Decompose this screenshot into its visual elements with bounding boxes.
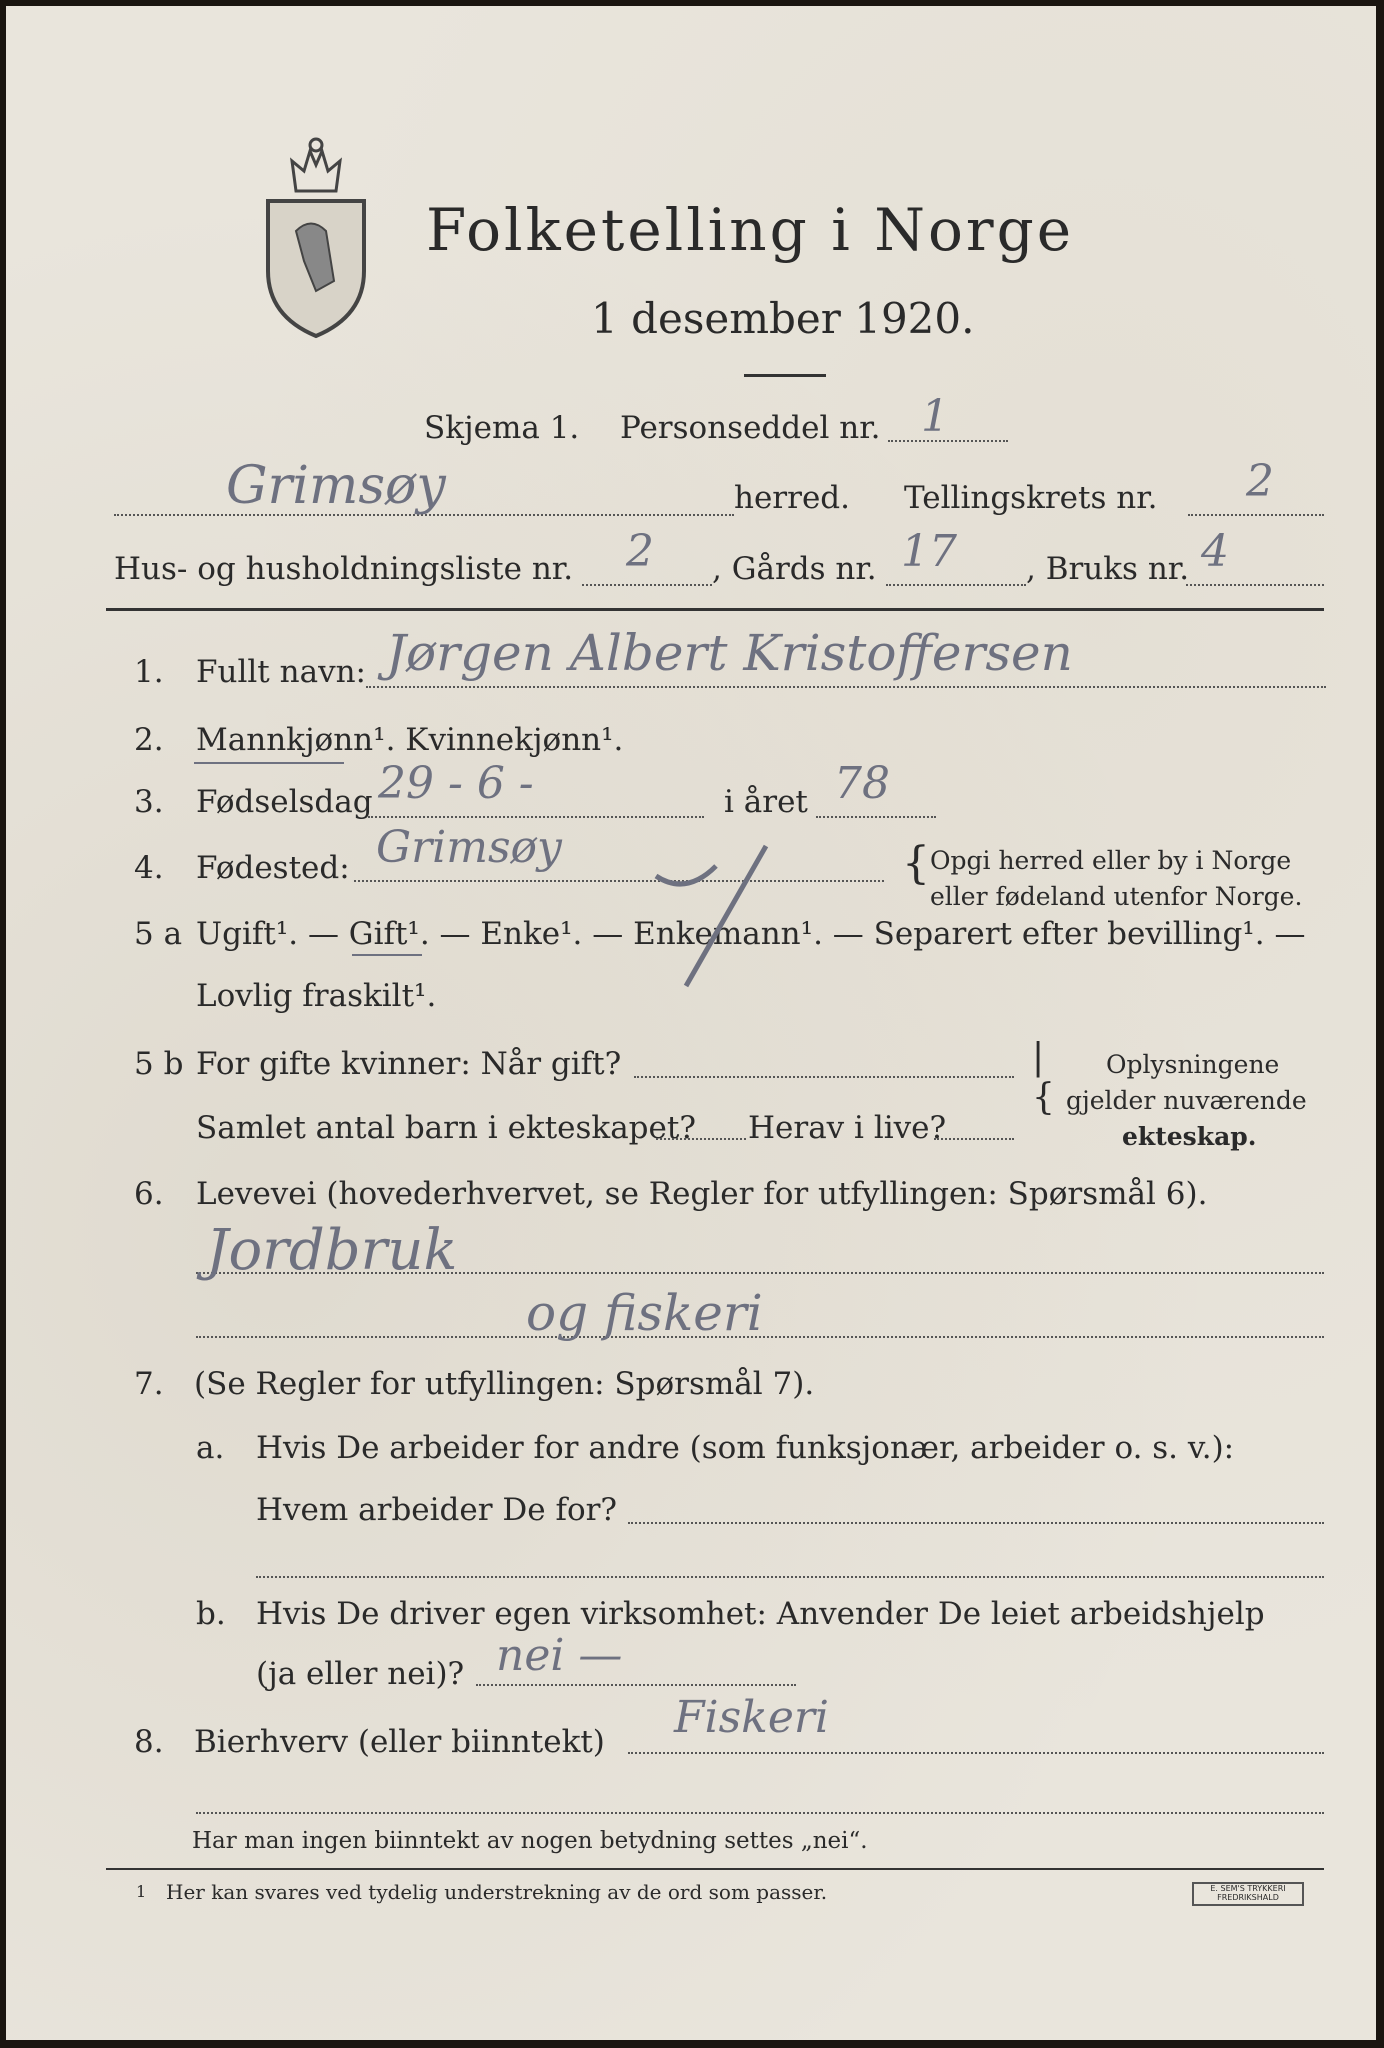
- q7-number: 7.: [134, 1366, 164, 1402]
- q4-value: Grimsøy: [376, 822, 562, 873]
- q7a-label-2: Hvem arbeider De for?: [256, 1492, 618, 1528]
- herred-label: herred.: [734, 480, 850, 516]
- q3-label: Fødselsdag: [196, 784, 373, 820]
- footnote: Her kan svares ved tydelig understrekning av de ord som passer.: [166, 1880, 828, 1904]
- q7a-label: Hvis De arbeider for andre (som funksjonær, arbeider o. s. v.):: [256, 1430, 1235, 1466]
- q4-label: Fødested:: [196, 850, 350, 886]
- q3-line: [368, 816, 704, 818]
- q3-year-line: [816, 816, 936, 818]
- q5b-line-1: [634, 1076, 1014, 1078]
- q7a-line-2: [256, 1576, 1324, 1578]
- q7a-line-1: [628, 1522, 1324, 1524]
- q4-line: [354, 880, 884, 882]
- bruks-value: 4: [1201, 526, 1229, 577]
- header-divider: [106, 608, 1324, 611]
- q7b-label-2: (ja eller nei)?: [256, 1656, 465, 1692]
- q4-note-2: eller fødeland utenfor Norge.: [930, 882, 1303, 911]
- gards-line: [886, 584, 1026, 586]
- q5b-line-3: [934, 1138, 1014, 1140]
- q7a-letter: a.: [196, 1430, 225, 1466]
- q5b-number: 5 b: [134, 1046, 184, 1082]
- q5b-label: For gifte kvinner: Når gift?: [196, 1046, 622, 1082]
- personseddel-value: 1: [921, 391, 949, 442]
- q4-note-bracket: {: [902, 838, 930, 889]
- q5b-note-2: gjelder nuværende: [1066, 1086, 1307, 1115]
- q2-underline: [194, 762, 344, 764]
- q5b-note-1: Oplysningene: [1106, 1050, 1280, 1079]
- q1-value: Jørgen Albert Kristoffersen: [386, 624, 1073, 682]
- q5a-number: 5 a: [134, 916, 183, 952]
- q4-note-1: Opgi herred eller by i Norge: [930, 846, 1292, 875]
- census-form: [6, 6, 1376, 2040]
- husliste-value: 2: [626, 526, 654, 577]
- q6-label: Levevei (hovederhvervet, se Regler for utfyllingen: Spørsmål 6).: [196, 1176, 1208, 1212]
- q1-label: Fullt navn:: [196, 654, 366, 690]
- printer-stamp: [1192, 1882, 1304, 1906]
- q3-year-value: 78: [834, 758, 890, 809]
- husliste-line: [582, 584, 712, 586]
- q3-year-label: i året: [724, 784, 808, 820]
- tellingskrets-value: 2: [1246, 456, 1274, 507]
- q2-label: Mannkjønn¹. Kvinnekjønn¹.: [196, 722, 624, 758]
- q1-line: [366, 686, 1326, 688]
- form-title: Folketelling i Norge: [426, 196, 1075, 264]
- q5b-label-3: Herav i live?: [748, 1110, 947, 1146]
- herred-value: Grimsøy: [226, 456, 446, 516]
- footnote-divider: [106, 1868, 1324, 1870]
- tellingskrets-line: [1188, 514, 1324, 516]
- q7-label: (Se Regler for utfyllingen: Spørsmål 7).: [194, 1366, 815, 1402]
- q5a-check-mark-icon: [646, 836, 786, 996]
- q5a-label: Ugift¹. — Gift¹. — Enke¹. — Enkemann¹. — Separert efter bevilling¹. —: [196, 916, 1306, 952]
- tellingskrets-label: Tellingskrets nr.: [904, 480, 1158, 516]
- q7b-line: [476, 1684, 796, 1686]
- q5b-note-3: ekteskap.: [1122, 1122, 1257, 1151]
- q7b-label: Hvis De driver egen virksomhet: Anvender De leiet arbeidshjelp: [256, 1596, 1265, 1632]
- printer-stamp-line-1: E. SEM'S TRYKKERI: [1210, 1884, 1286, 1893]
- personseddel-label: Personseddel nr.: [620, 410, 881, 446]
- q6-value: Jordbruk: [206, 1218, 458, 1283]
- q5a-gift-underline: [352, 954, 422, 956]
- q3-number: 3.: [134, 784, 164, 820]
- q7b-value: nei —: [496, 1630, 623, 1681]
- q8-line-1: [628, 1752, 1324, 1754]
- q2-number: 2.: [134, 722, 164, 758]
- q8-label: Bierhverv (eller biinntekt): [194, 1724, 605, 1760]
- q4-number: 4.: [134, 850, 164, 886]
- q7b-letter: b.: [196, 1596, 226, 1632]
- bruks-line: [1186, 584, 1324, 586]
- q5b-line-2: [656, 1138, 746, 1140]
- footnote-number: 1: [136, 1882, 147, 1901]
- husliste-label: Hus- og husholdningsliste nr.: [114, 551, 574, 587]
- q6-value-2: og fiskeri: [526, 1284, 763, 1342]
- q8-number: 8.: [134, 1724, 164, 1760]
- skjema-label: Skjema 1.: [424, 410, 580, 446]
- q3-value: 29 - 6 -: [378, 758, 534, 809]
- coat-of-arms-icon: [256, 131, 376, 341]
- gards-label: , Gårds nr.: [712, 551, 877, 587]
- q1-number: 1.: [134, 654, 164, 690]
- bruks-label: , Bruks nr.: [1026, 551, 1190, 587]
- q8-value: Fiskeri: [674, 1692, 829, 1743]
- q8-line-2: [196, 1812, 1324, 1814]
- nei-note: Har man ingen biinntekt av nogen betydning settes „nei“.: [192, 1828, 868, 1854]
- q5a-label-2: Lovlig fraskilt¹.: [196, 978, 437, 1014]
- printer-stamp-line-2: FREDRIKSHALD: [1217, 1893, 1279, 1902]
- q5b-label-2: Samlet antal barn i ekteskapet?: [196, 1110, 696, 1146]
- q5b-note-bracket: | {: [1032, 1037, 1055, 1118]
- title-divider: [744, 374, 826, 377]
- q6-number: 6.: [134, 1176, 164, 1212]
- gards-value: 17: [901, 526, 957, 577]
- form-date: 1 desember 1920.: [591, 294, 975, 343]
